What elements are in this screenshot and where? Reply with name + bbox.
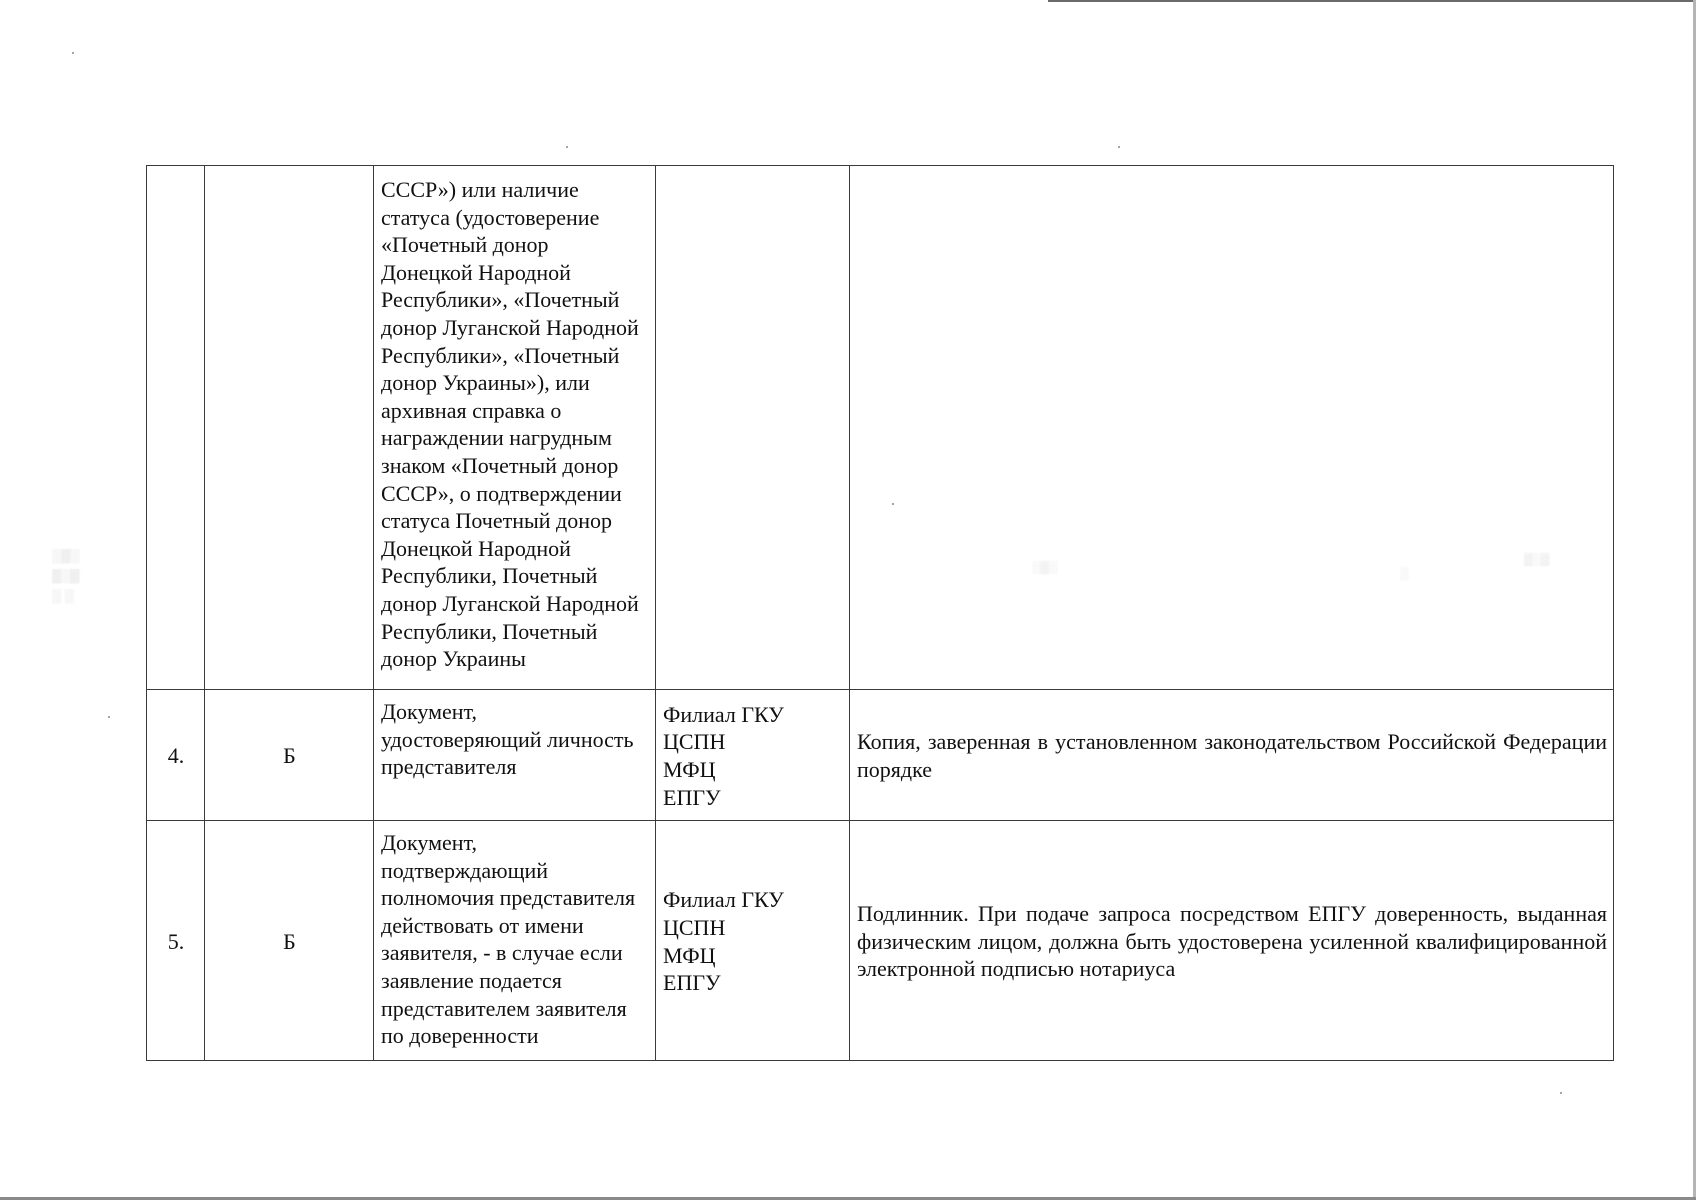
bleed-through-mark: ░▒░ ▒░▒ ░ ░	[52, 548, 80, 603]
scan-speck	[1560, 1092, 1562, 1094]
scan-smudge: ░	[1400, 566, 1409, 580]
document-name-cell: СССР») или наличие статуса (удостоверение «Почетный донор Донецкой Народной Республики», «Почетный донор Луганской Народной Республики», «Почетный донор Украины»), или архивная справка о награждении нагрудным знаком «Почетный донор СССР», о подтверждении статуса Почетный донор Донецкой Народной Республики, Почетный донор Луганской Народной Республики, Почетный донор Украины	[374, 166, 656, 690]
documents-table	[146, 165, 1614, 1061]
category-cell: Б	[205, 821, 374, 1061]
document-name-cell: Документ, удостоверяющий личность представителя	[374, 690, 656, 821]
scan-speck	[1118, 146, 1120, 148]
requirements-cell: Подлинник. При подаче запроса посредством ЕПГУ доверенность, выданная физическим лицом, должна быть удостоверена усиленной квалифицированной электронной подписью нотариуса	[850, 821, 1614, 1061]
row-number-cell: 5.	[147, 821, 205, 1061]
scan-speck	[72, 52, 74, 54]
row-number-cell: 4.	[147, 690, 205, 821]
requirements-cell	[850, 166, 1614, 690]
table-row	[147, 690, 1614, 821]
scan-smudge: ░▒░	[1032, 560, 1058, 574]
sources-cell	[656, 166, 850, 690]
category-cell	[205, 166, 374, 690]
scan-smudge: ▒░▒	[1524, 552, 1550, 566]
sources-cell: Филиал ГКУ ЦСПН МФЦ ЕПГУ	[656, 690, 850, 821]
sources-cell: Филиал ГКУ ЦСПН МФЦ ЕПГУ	[656, 821, 850, 1061]
category-cell: Б	[205, 690, 374, 821]
requirements-cell: Копия, заверенная в установленном законодательством Российской Федерации порядке	[850, 690, 1614, 821]
document-name-cell: Документ, подтверждающий полномочия представителя действовать от имени заявителя, - в случае если заявление подается представителем заявителя по доверенности	[374, 821, 656, 1061]
row-number-cell	[147, 166, 205, 690]
table-row	[147, 821, 1614, 1061]
table-row-continuation	[147, 166, 1614, 690]
scan-speck	[566, 146, 568, 148]
scan-speck	[108, 716, 110, 718]
scan-edge-top	[1048, 0, 1696, 2]
